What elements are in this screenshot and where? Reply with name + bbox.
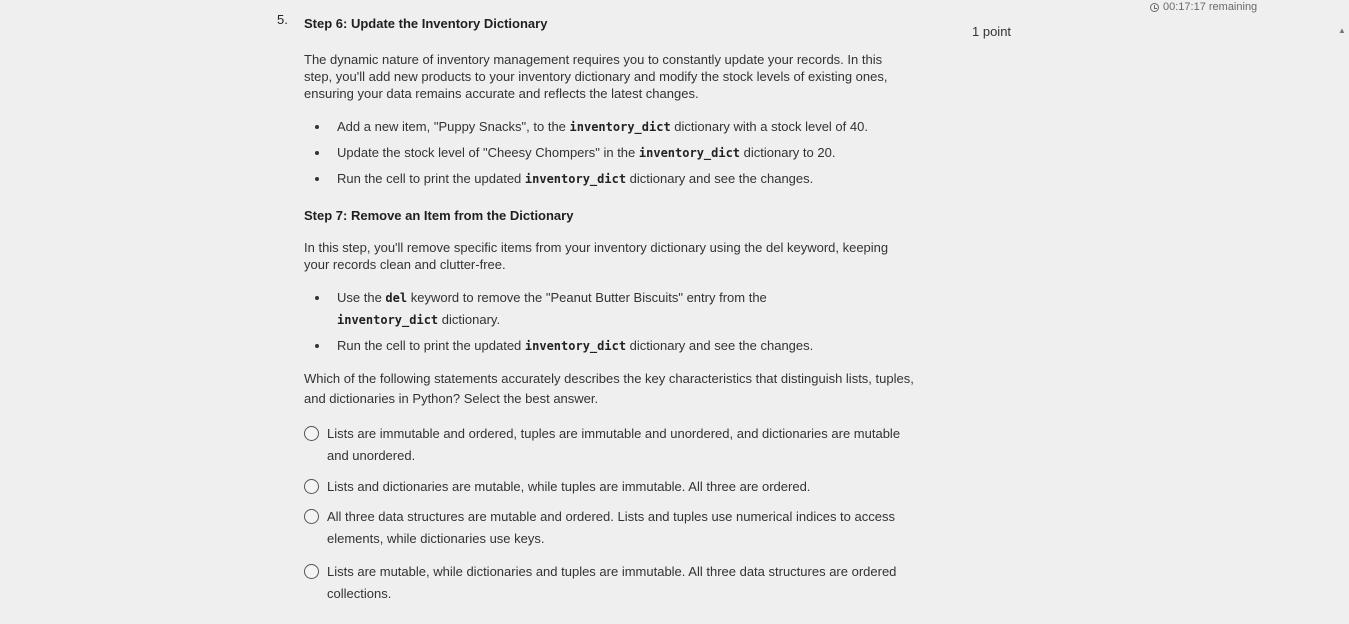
radio-unselected-icon[interactable] xyxy=(304,426,319,441)
step6-title: Step 6: Update the Inventory Dictionary xyxy=(304,16,548,31)
radio-unselected-icon[interactable] xyxy=(304,509,319,524)
answer-option-3[interactable]: All three data structures are mutable and ordered. Lists and tuples use numerical indices to access elements, while dictionaries use keys. xyxy=(304,506,914,561)
radio-unselected-icon[interactable] xyxy=(304,479,319,494)
list-item: Run the cell to print the updated inventory_dict dictionary and see the changes. xyxy=(304,335,914,361)
answer-option-1[interactable]: Lists are immutable and ordered, tuples are immutable and unordered, and dictionaries are mutable and unordered. xyxy=(304,423,914,476)
list-item: Update the stock level of "Cheesy Chompers" in the inventory_dict dictionary to 20. xyxy=(304,142,914,168)
step6-bullets xyxy=(304,116,914,194)
timer-text: 00:17:17 remaining xyxy=(1163,1,1258,13)
question-number: 5. xyxy=(277,12,288,27)
step7-description: In this step, you'll remove specific items from your inventory dictionary using the del keyword, keeping your records clean and clutter-free. xyxy=(304,240,889,272)
step6-description: The dynamic nature of inventory management requires you to constantly update your records. In this step, you'll add new products to your inventory dictionary and modify the stock levels of existing ones, ensuring your data remains accurate and reflects the latest changes. xyxy=(304,52,888,101)
answer-option-4[interactable]: Lists are mutable, while dictionaries and tuples are immutable. All three data structures are ordered collections. xyxy=(304,561,914,607)
list-item: Run the cell to print the updated inventory_dict dictionary and see the changes. xyxy=(304,168,914,194)
question-points: 1 point xyxy=(972,24,1012,39)
radio-unselected-icon[interactable] xyxy=(304,564,319,579)
step7-bullets xyxy=(304,287,914,361)
step7-title: Step 7: Remove an Item from the Dictionary xyxy=(304,208,574,223)
list-item: Use the del keyword to remove the "Peanut Butter Biscuits" entry from the inventory_dict dictionary. xyxy=(304,287,857,335)
answer-options xyxy=(304,423,914,607)
list-item: Add a new item, "Puppy Snacks", to the inventory_dict dictionary with a stock level of 40. xyxy=(304,116,914,142)
question-body xyxy=(304,16,914,607)
question-prompt: Which of the following statements accurately describes the key characteristics that distinguish lists, tuples, and dictionaries in Python? Select the best answer. xyxy=(304,371,914,406)
scroll-up-arrow-icon[interactable]: ▲ xyxy=(1338,26,1346,35)
timer xyxy=(1150,1,1257,13)
clock-icon xyxy=(1150,3,1159,12)
answer-option-2[interactable]: Lists and dictionaries are mutable, while tuples are immutable. All three are ordered. xyxy=(304,476,914,506)
